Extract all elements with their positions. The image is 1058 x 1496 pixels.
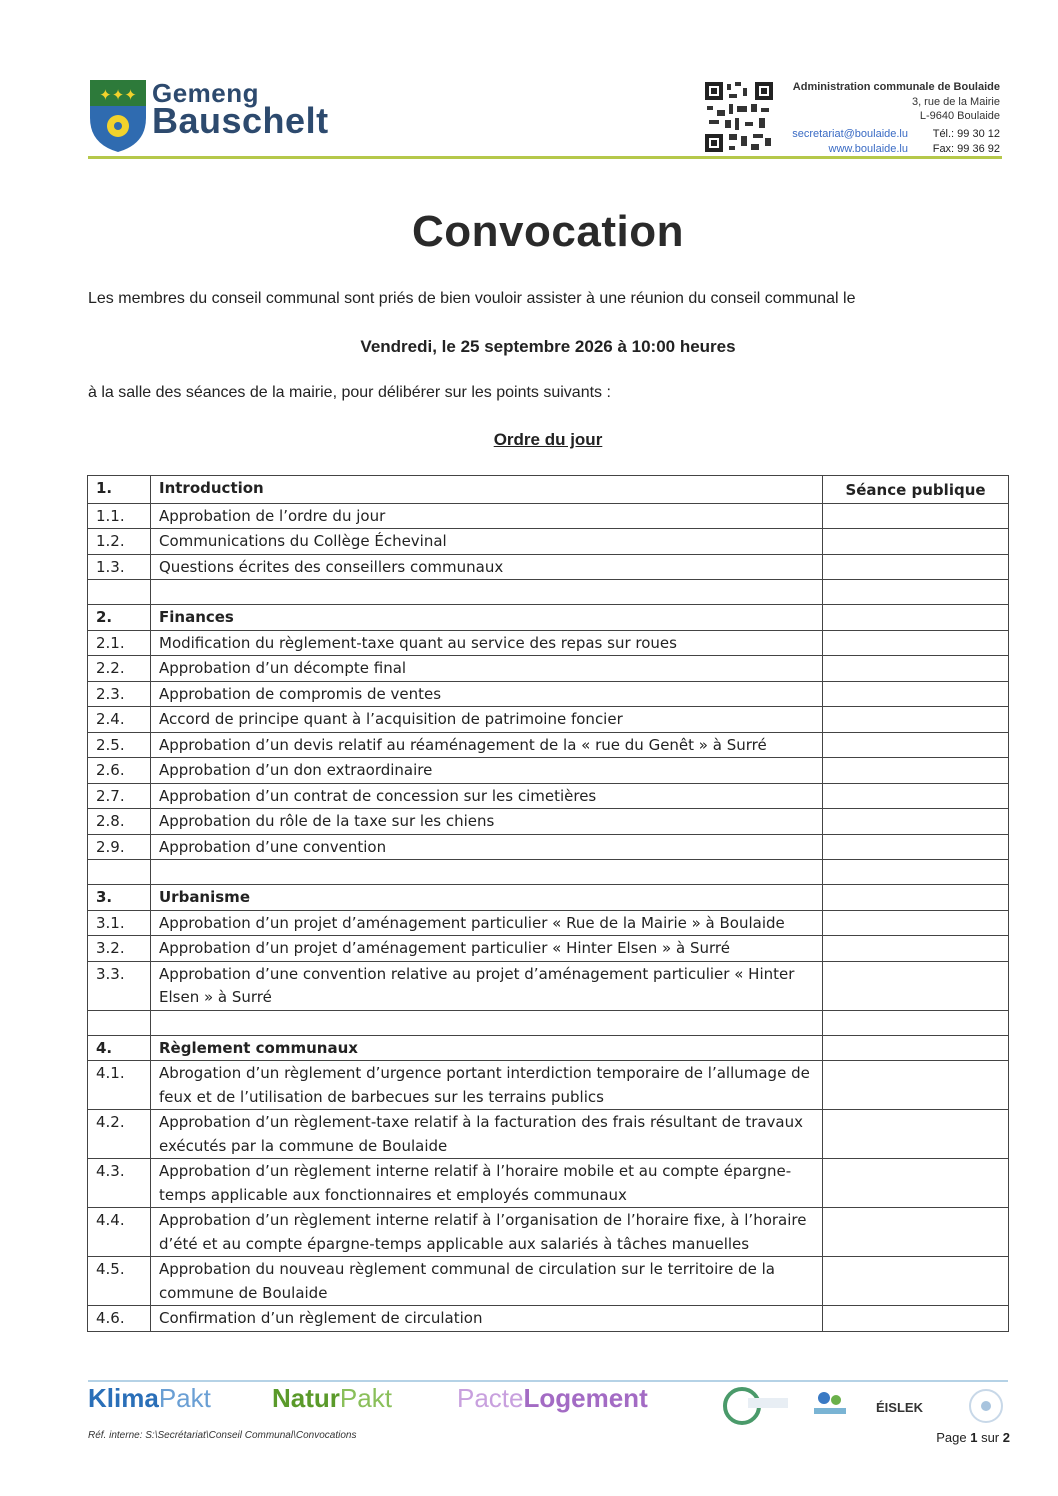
item-number: 3.3. bbox=[88, 961, 151, 1010]
item-text: Approbation d’un décompte final bbox=[151, 656, 823, 682]
item-text: Finances bbox=[151, 605, 823, 631]
agenda-title: Ordre du jour bbox=[493, 430, 603, 449]
table-row bbox=[88, 1208, 1009, 1257]
item-number: 1.2. bbox=[88, 529, 151, 555]
item-text: Confirmation d’un règlement de circulation bbox=[151, 1306, 823, 1332]
table-row bbox=[88, 834, 1009, 860]
naturpakt-part-2: Pakt bbox=[339, 1383, 392, 1413]
item-text: Approbation d’un projet d’aménagement particulier « Hinter Elsen » à Surré bbox=[151, 936, 823, 962]
item-text: Approbation d’un contrat de concession sur les cimetières bbox=[151, 783, 823, 809]
footer-divider bbox=[88, 1380, 1008, 1382]
section-row bbox=[88, 885, 1009, 911]
item-text: Approbation d’une convention relative au projet d’aménagement particulier « Hinter Elsen » à Surré bbox=[151, 961, 823, 1010]
table-row bbox=[88, 1159, 1009, 1208]
coat-of-arms-icon bbox=[88, 78, 148, 154]
item-number: 3.1. bbox=[88, 910, 151, 936]
table-row bbox=[88, 936, 1009, 962]
item-number: 3. bbox=[88, 885, 151, 911]
email-link[interactable]: secretariat@boulaide.lu bbox=[792, 128, 908, 140]
meeting-place: à la salle des séances de la mairie, pour délibérer sur les points suivants : bbox=[88, 384, 611, 401]
item-number: 4.1. bbox=[88, 1061, 151, 1110]
klimapakt-part-1: Klima bbox=[88, 1383, 159, 1413]
logo-line-1: Gemeng bbox=[152, 78, 260, 108]
item-text: Approbation d’un devis relatif au réaménagement de la « rue du Genêt » à Surré bbox=[151, 732, 823, 758]
item-number: 2.5. bbox=[88, 732, 151, 758]
item-text: Questions écrites des conseillers communaux bbox=[151, 554, 823, 580]
table-row bbox=[88, 758, 1009, 784]
item-number: 1.3. bbox=[88, 554, 151, 580]
section-row bbox=[88, 605, 1009, 631]
street: 3, rue de la Mairie bbox=[911, 95, 1000, 108]
pactelogement-logo bbox=[457, 1383, 648, 1414]
item-number: 1.1. bbox=[88, 503, 151, 529]
contact-links bbox=[780, 127, 908, 157]
table-row bbox=[88, 554, 1009, 580]
public-cell bbox=[823, 503, 1009, 529]
item-number: 4.3. bbox=[88, 1159, 151, 1208]
page-indicator bbox=[936, 1430, 1010, 1445]
meeting-date: Vendredi, le 25 septembre 2026 à 10:00 heures bbox=[360, 337, 736, 356]
header-divider bbox=[88, 156, 1002, 159]
org-name: Administration communale de Boulaide bbox=[792, 81, 1000, 93]
item-number: 4.4. bbox=[88, 1208, 151, 1257]
blank-row bbox=[88, 580, 1009, 605]
klimapakt-part-2: Pakt bbox=[158, 1383, 211, 1413]
item-text: Approbation de l’ordre du jour bbox=[151, 503, 823, 529]
public-cell bbox=[823, 630, 1009, 656]
public-cell bbox=[823, 656, 1009, 682]
item-number: 4.5. bbox=[88, 1257, 151, 1306]
page-title: Convocation bbox=[412, 207, 684, 256]
item-number: 4. bbox=[88, 1035, 151, 1061]
phone-block bbox=[933, 127, 1000, 157]
public-cell bbox=[823, 1110, 1009, 1159]
logo-line-2: Bauschelt bbox=[152, 100, 329, 141]
public-cell bbox=[823, 732, 1009, 758]
public-cell bbox=[823, 554, 1009, 580]
public-cell bbox=[823, 783, 1009, 809]
address-block bbox=[793, 80, 1000, 124]
website-link[interactable]: www.boulaide.lu bbox=[828, 143, 908, 155]
section-row bbox=[88, 476, 1009, 504]
table-row bbox=[88, 1306, 1009, 1332]
public-cell bbox=[823, 605, 1009, 631]
pactelogement-part-1: Pacte bbox=[457, 1383, 524, 1413]
table-row bbox=[88, 503, 1009, 529]
item-text: Accord de principe quant à l’acquisition de patrimoine foncier bbox=[151, 707, 823, 733]
public-cell bbox=[823, 936, 1009, 962]
item-number: 2.6. bbox=[88, 758, 151, 784]
blank-row bbox=[88, 860, 1009, 885]
table-row bbox=[88, 732, 1009, 758]
public-cell bbox=[823, 910, 1009, 936]
item-text: Approbation d’une convention bbox=[151, 834, 823, 860]
public-cell bbox=[823, 1035, 1009, 1061]
item-text: Approbation d’un projet d’aménagement particulier « Rue de la Mairie » à Boulaide bbox=[151, 910, 823, 936]
city: L-9640 Boulaide bbox=[919, 110, 1000, 122]
table-row bbox=[88, 910, 1009, 936]
table-row bbox=[88, 783, 1009, 809]
table-row bbox=[88, 961, 1009, 1010]
table-row bbox=[88, 529, 1009, 555]
public-cell bbox=[823, 885, 1009, 911]
item-number: 2.8. bbox=[88, 809, 151, 835]
table-row bbox=[88, 656, 1009, 682]
page-mid: sur bbox=[977, 1430, 1003, 1445]
item-text: Approbation du nouveau règlement communal de circulation sur le territoire de la commune de Boulaide bbox=[151, 1257, 823, 1306]
item-number: 2.2. bbox=[88, 656, 151, 682]
item-text: Communications du Collège Échevinal bbox=[151, 529, 823, 555]
item-text: Approbation d’un règlement interne relatif à l’horaire mobile et au compte épargne-temps applicable aux fonctionnaires et employés communaux bbox=[151, 1159, 823, 1208]
pakt-vum-logo-icon bbox=[722, 1386, 792, 1426]
item-text: Abrogation d’un règlement d’urgence portant interdiction temporaire de l’allumage de feux et de l’utilisation de barbecues sur les terrains publics bbox=[151, 1061, 823, 1110]
item-number: 2.3. bbox=[88, 681, 151, 707]
item-text: Approbation du rôle de la taxe sur les chiens bbox=[151, 809, 823, 835]
table-row bbox=[88, 1257, 1009, 1306]
svg-text:✦✦✦: ✦✦✦ bbox=[99, 86, 137, 104]
public-cell bbox=[823, 529, 1009, 555]
item-number: 1. bbox=[88, 476, 151, 504]
regional-badge-icon bbox=[966, 1386, 1006, 1426]
pactelogement-part-2: Logement bbox=[523, 1383, 648, 1413]
item-text: Règlement communaux bbox=[151, 1035, 823, 1061]
table-row bbox=[88, 809, 1009, 835]
item-text: Approbation d’un règlement-taxe relatif à la facturation des frais résultant de travaux exécutés par la commune de Boulaide bbox=[151, 1110, 823, 1159]
item-text: Approbation d’un don extraordinaire bbox=[151, 758, 823, 784]
internal-reference: Réf. interne: S:\Secrétariat\Conseil Communal\Convocations bbox=[88, 1430, 357, 1441]
naturpakt-logo bbox=[272, 1383, 392, 1414]
eislek-logo: ÉISLEK bbox=[876, 1400, 923, 1415]
public-session-label: Séance publique bbox=[845, 481, 986, 499]
item-text: Modification du règlement-taxe quant au service des repas sur roues bbox=[151, 630, 823, 656]
public-cell bbox=[823, 1306, 1009, 1332]
naturpakt-part-1: Natur bbox=[272, 1383, 340, 1413]
item-text: Approbation d’un règlement interne relatif à l’organisation de l’horaire fixe, à l’horaire d’été et au compte épargne-temps applicable aux salariés à tâches manuelles bbox=[151, 1208, 823, 1257]
item-text: Urbanisme bbox=[151, 885, 823, 911]
page-total: 2 bbox=[1002, 1430, 1010, 1445]
sanitary-logo-icon bbox=[808, 1386, 852, 1426]
table-row bbox=[88, 681, 1009, 707]
public-cell bbox=[823, 1061, 1009, 1110]
item-number: 4.6. bbox=[88, 1306, 151, 1332]
item-number: 2.7. bbox=[88, 783, 151, 809]
fax: Fax: 99 36 92 bbox=[932, 143, 1000, 155]
section-row bbox=[88, 1035, 1009, 1061]
commune-logo bbox=[88, 78, 348, 158]
item-text: Approbation de compromis de ventes bbox=[151, 681, 823, 707]
item-number: 2.1. bbox=[88, 630, 151, 656]
public-cell bbox=[823, 758, 1009, 784]
qr-code-icon bbox=[705, 82, 773, 152]
public-session-header bbox=[823, 476, 1009, 504]
public-cell bbox=[823, 834, 1009, 860]
page-prefix: Page bbox=[936, 1430, 971, 1445]
page-number: 1 bbox=[970, 1430, 978, 1445]
table-row bbox=[88, 1110, 1009, 1159]
klimapakt-logo bbox=[88, 1383, 211, 1414]
agenda-table bbox=[87, 475, 1009, 1332]
public-cell bbox=[823, 961, 1009, 1010]
intro-text: Les membres du conseil communal sont priés de bien vouloir assister à une réunion du conseil communal le bbox=[88, 290, 856, 307]
item-number: 4.2. bbox=[88, 1110, 151, 1159]
table-row bbox=[88, 707, 1009, 733]
table-row bbox=[88, 630, 1009, 656]
item-number: 2.4. bbox=[88, 707, 151, 733]
phone: Tél.: 99 30 12 bbox=[932, 128, 1000, 140]
item-number: 2.9. bbox=[88, 834, 151, 860]
public-cell bbox=[823, 681, 1009, 707]
public-cell bbox=[823, 707, 1009, 733]
item-text: Introduction bbox=[151, 476, 823, 504]
public-cell bbox=[823, 1257, 1009, 1306]
item-number: 2. bbox=[88, 605, 151, 631]
public-cell bbox=[823, 1208, 1009, 1257]
blank-row bbox=[88, 1010, 1009, 1035]
public-cell bbox=[823, 809, 1009, 835]
public-cell bbox=[823, 1159, 1009, 1208]
table-row bbox=[88, 1061, 1009, 1110]
item-number: 3.2. bbox=[88, 936, 151, 962]
